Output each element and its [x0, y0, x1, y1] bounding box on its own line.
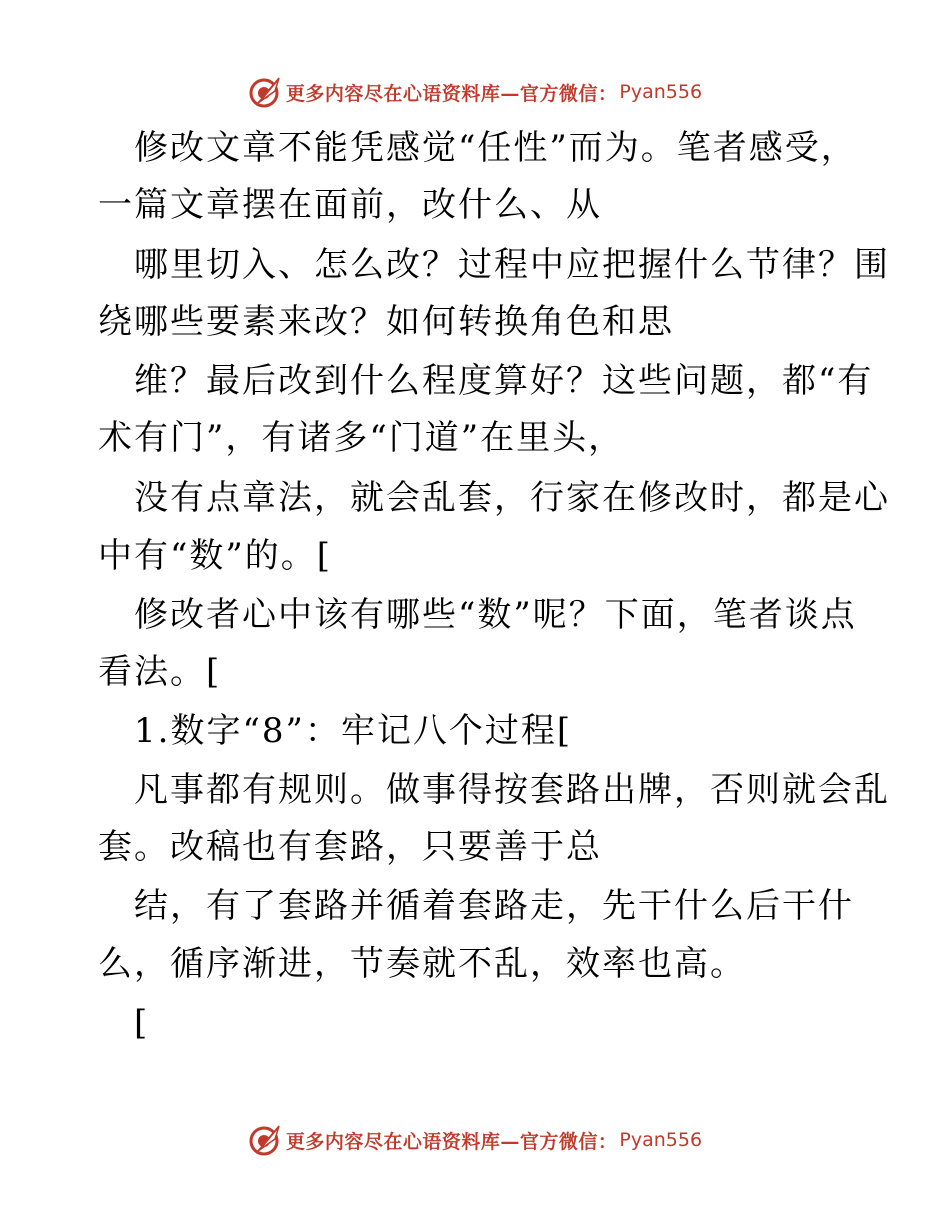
- paragraph-line: 修改文章不能凭感觉“任性”而为。笔者感受，: [134, 128, 857, 168]
- paragraph-line: 套。改稿也有套路，只要善于总: [98, 827, 602, 867]
- paragraph-line: [: [134, 1003, 150, 1043]
- paragraph-line: 看法。[: [98, 652, 222, 692]
- footer-banner: [0, 1120, 950, 1160]
- paragraph-line: 没有点章法，就会乱套，行家在修改时，都是心: [134, 478, 890, 518]
- paragraph-line: 术有门”，有诸多“门道”在里头，: [98, 418, 625, 458]
- paragraph-line: 哪里切入、怎么改？过程中应把握什么节律？围: [134, 245, 890, 285]
- paragraph-line: 绕哪些要素来改？如何转换角色和思: [98, 302, 674, 342]
- quill-logo-icon: [248, 1123, 282, 1157]
- paragraph-line: 一篇文章摆在面前，改什么、从: [98, 185, 602, 225]
- banner-text: 更多内容尽在心语资料库—官方微信：: [285, 1130, 618, 1153]
- section-heading: 1.数字“8”：牢记八个过程[: [134, 711, 573, 751]
- quill-logo-icon: [248, 75, 282, 109]
- banner-wechat-id: Pyan556: [619, 1129, 703, 1151]
- paragraph-line: 结，有了套路并循着套路走，先干什么后干什: [134, 886, 854, 926]
- banner-wechat-id: Pyan556: [619, 81, 703, 103]
- paragraph-line: 修改者心中该有哪些“数”呢？下面，笔者谈点: [134, 595, 857, 635]
- banner-text: 更多内容尽在心语资料库—官方微信：: [285, 82, 618, 105]
- paragraph-line: 中有“数”的。[: [98, 536, 333, 576]
- paragraph-line: 维？最后改到什么程度算好？这些问题，都“有: [134, 361, 874, 401]
- header-banner: [0, 72, 950, 112]
- paragraph-line: 凡事都有规则。做事得按套路出牌，否则就会乱: [134, 770, 890, 810]
- paragraph-line: 么，循序渐进，节奏就不乱，效率也高。: [98, 944, 746, 984]
